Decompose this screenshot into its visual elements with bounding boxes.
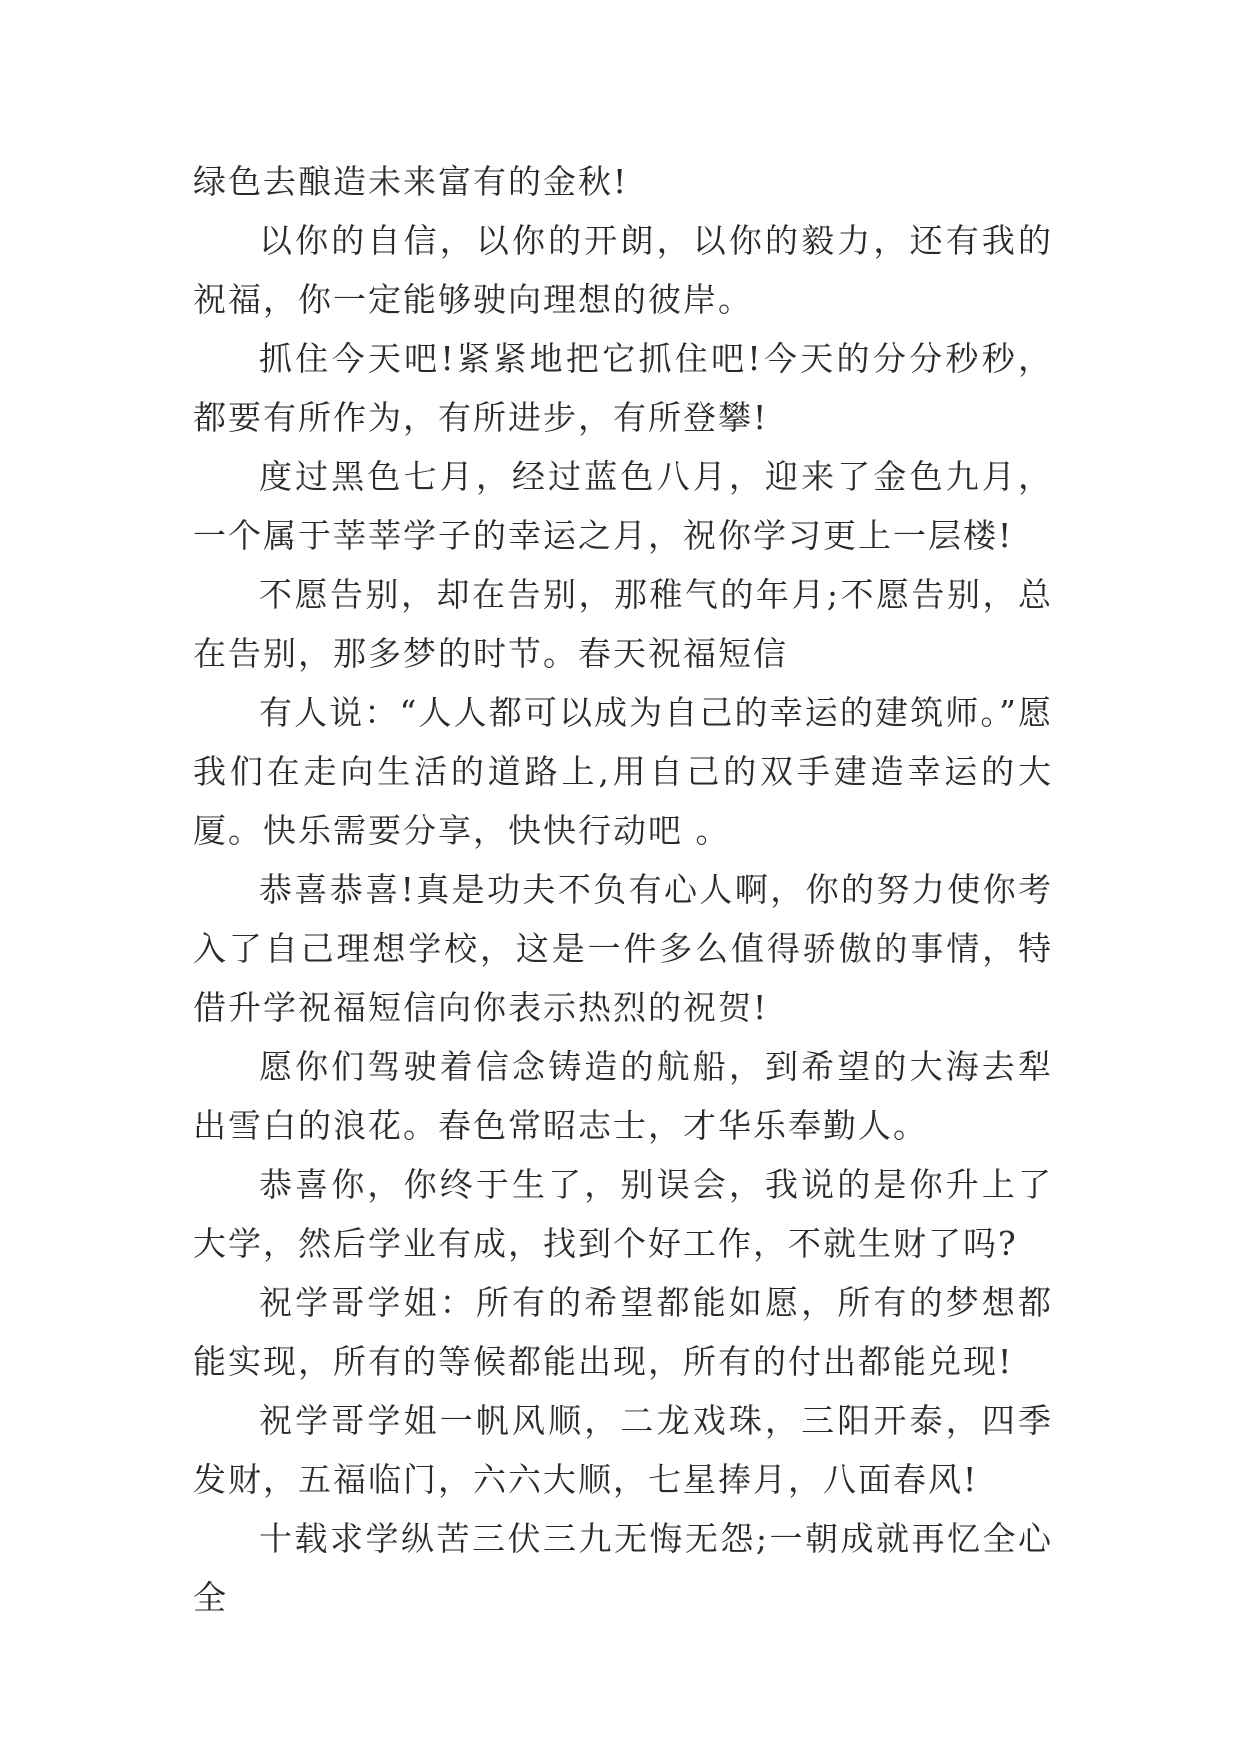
paragraph: 愿你们驾驶着信念铸造的航船，到希望的大海去犁出雪白的浪花。春色常昭志士，才华乐奉勤人。 bbox=[193, 1047, 1053, 1145]
paragraph: 有人说：“人人都可以成为自己的幸运的建筑师。”愿我们在走向生活的道路上,用自己的双手建造幸运的大厦。快乐需要分享，快快行动吧 。 bbox=[193, 693, 1053, 850]
paragraph: 不愿告别，却在告别，那稚气的年月;不愿告别，总在告别，那多梦的时节。春天祝福短信 bbox=[193, 575, 1053, 673]
paragraph: 以你的自信，以你的开朗，以你的毅力，还有我的祝福，你一定能够驶向理想的彼岸。 bbox=[193, 221, 1053, 319]
paragraph: 恭喜恭喜!真是功夫不负有心人啊，你的努力使你考入了自己理想学校，这是一件多么值得骄傲的事情，特借升学祝福短信向你表示热烈的祝贺! bbox=[193, 870, 1053, 1027]
paragraph: 十载求学纵苦三伏三九无悔无怨;一朝成就再忆全心全 bbox=[193, 1519, 1053, 1617]
paragraph: 祝学哥学姐一帆风顺，二龙戏珠，三阳开泰，四季发财，五福临门，六六大顺，七星捧月，八面春风! bbox=[193, 1401, 1053, 1499]
paragraph: 绿色去酿造未来富有的金秋! bbox=[193, 162, 629, 201]
document-body bbox=[193, 152, 1053, 1627]
paragraph: 度过黑色七月，经过蓝色八月，迎来了金色九月，一个属于莘莘学子的幸运之月，祝你学习更上一层楼! bbox=[193, 457, 1053, 555]
paragraph: 恭喜你，你终于生了，别误会，我说的是你升上了大学，然后学业有成，找到个好工作，不就生财了吗? bbox=[193, 1165, 1053, 1263]
paragraph: 祝学哥学姐：所有的希望都能如愿，所有的梦想都能实现，所有的等候都能出现，所有的付出都能兑现! bbox=[193, 1283, 1053, 1381]
paragraph: 抓住今天吧!紧紧地把它抓住吧!今天的分分秒秒，都要有所作为，有所进步，有所登攀! bbox=[193, 339, 1053, 437]
